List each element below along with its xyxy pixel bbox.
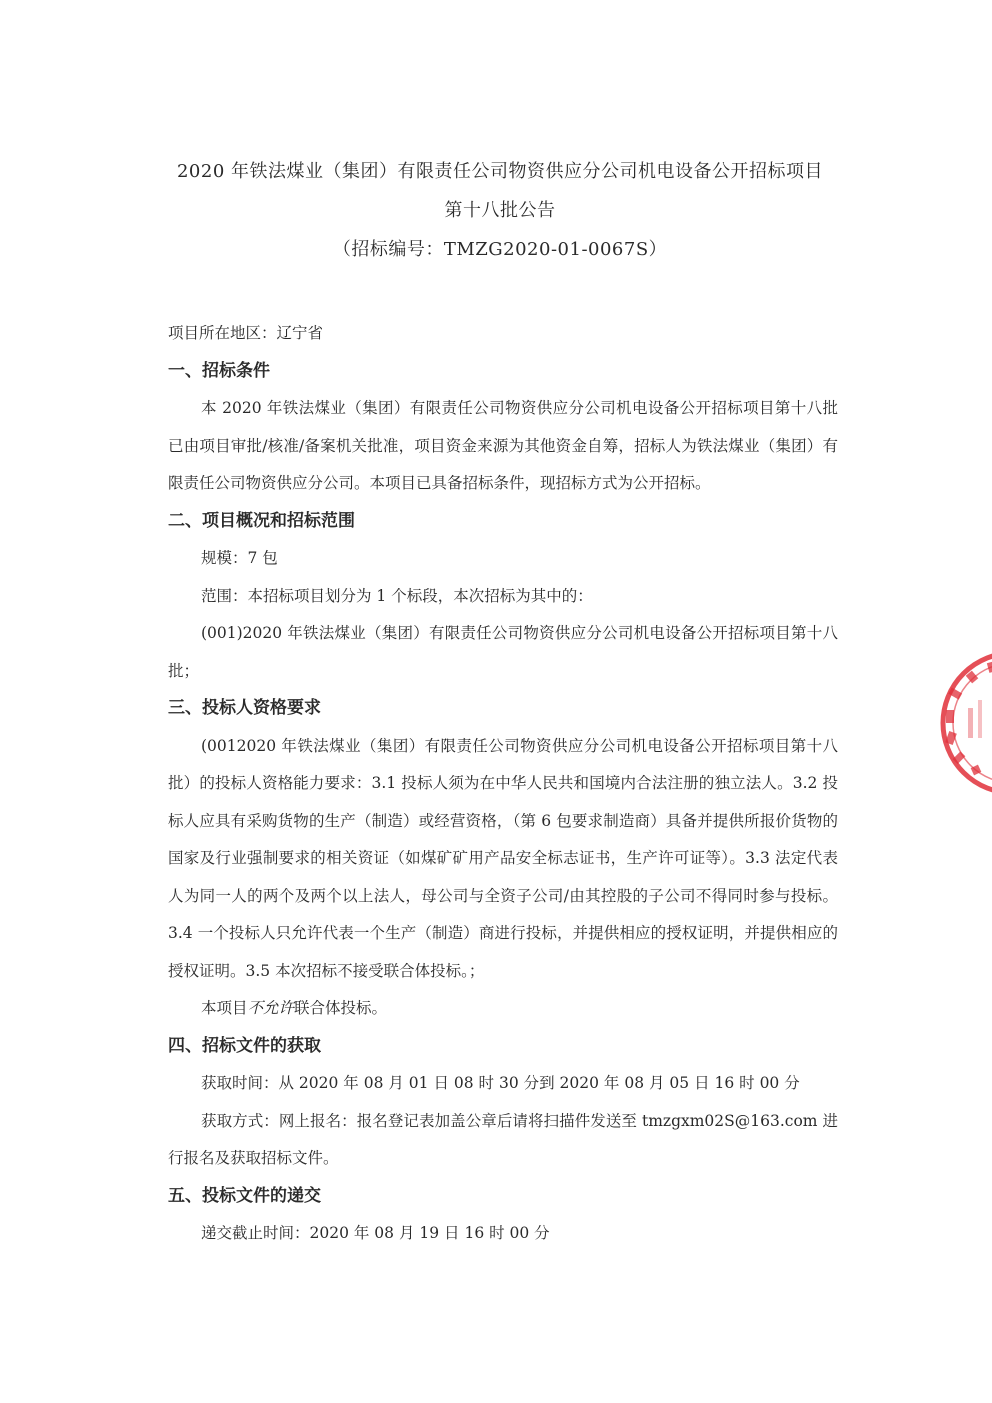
consortium-note-em: 不允许: [247, 999, 295, 1017]
section-4-heading: 四、招标文件的获取: [168, 1035, 321, 1056]
tender-number: （招标编号：TMZG2020-01-0067S）: [332, 239, 668, 260]
section-5-heading: 五、投标文件的递交: [168, 1185, 321, 1206]
section-2-heading: 二、项目概况和招标范围: [168, 510, 355, 531]
project-region: 项目所在地区：辽宁省: [168, 324, 324, 342]
consortium-note-pre: 本项目: [201, 999, 248, 1017]
project-scale: 规模：7 包: [201, 549, 278, 567]
section-3-heading: 三、投标人资格要求: [168, 698, 321, 718]
lot-description: (001)2020 年铁法煤业（集团）有限责任公司物资供应分公司机电设备公开招标项目第十八批；: [168, 624, 838, 680]
company-seal-stamp: [938, 648, 992, 798]
announcement-title: [120, 152, 880, 269]
announcement-body: [168, 315, 838, 1253]
consortium-note-post: 联合体投标。: [294, 999, 388, 1017]
title-line-2: 第十八批公告: [444, 200, 556, 221]
submission-deadline: 递交截止时间：2020 年 08 月 19 日 16 时 00 分: [201, 1224, 550, 1242]
qualification-requirements: (0012020 年铁法煤业（集团）有限责任公司物资供应分公司机电设备公开招标项目第十八批）的投标人资格能力要求：3.1 投标人须为在中华人民共和国境内合法注册的独立法人。3.2 投标人应具有采购货物的生产（制造）或经营资格，（第 6 包要求制造商）具备并提供所报价货物的国家及行业强制要求的相关资证（如煤矿矿用产品安全标志证书，生产许可证等）。3.3 法定代表人为同一人的两个及两个以上法人，母公司与全资子公司/由其控股的子公司不得同时参与投标。3.4 一个投标人只允许代表一个生产（制造）商进行投标，并提供相应的授权证明，并提供相应的授权证明。3.5 本次招标不接受联合体投标。；: [168, 736, 838, 980]
acquisition-time: 获取时间：从 2020 年 08 月 01 日 08 时 30 分到 2020 年 08 月 05 日 16 时 00 分: [201, 1074, 800, 1092]
section-1-text: 本 2020 年铁法煤业（集团）有限责任公司物资供应分公司机电设备公开招标项目第十八批已由项目审批/核准/备案机关批准，项目资金来源为其他资金自筹，招标人为铁法煤业（集团）有限责任公司物资供应分公司。本项目已具备招标条件，现招标方式为公开招标。: [168, 399, 838, 492]
section-1-heading: 一、招标条件: [168, 360, 270, 381]
title-line-1: 2020 年铁法煤业（集团）有限责任公司物资供应分公司机电设备公开招标项目: [176, 161, 824, 182]
project-scope: 范围：本招标项目划分为 1 个标段，本次招标为其中的：: [201, 586, 593, 605]
consortium-note: [168, 990, 838, 1028]
acquisition-method: 获取方式：网上报名：报名登记表加盖公章后请将扫描件发送至 tmzgxm02S@163.com 进行报名及获取招标文件。: [168, 1111, 838, 1167]
